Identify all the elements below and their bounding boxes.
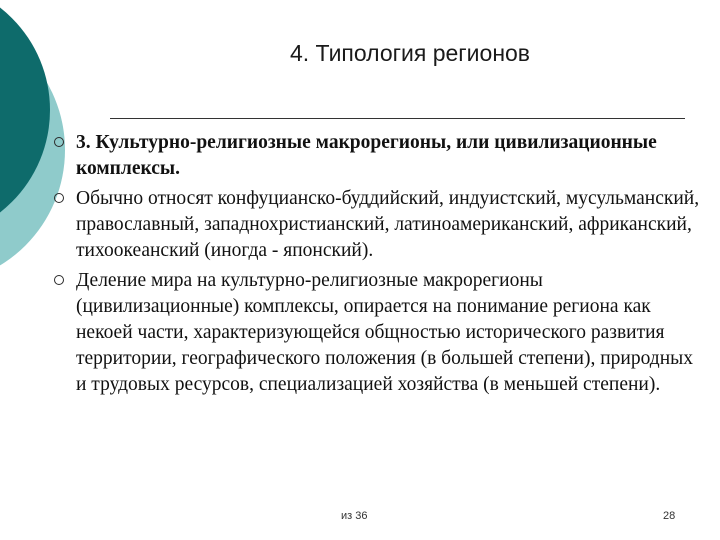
bullet-item <box>54 130 704 182</box>
bullet-item <box>54 186 704 264</box>
slide-title: 4. Типология регионов <box>289 40 531 66</box>
footer-page-number: 28 <box>663 510 676 522</box>
title-underline <box>110 118 685 119</box>
circle-bullet-icon <box>54 275 64 285</box>
footer-slide-count: из 36 <box>341 510 368 522</box>
bullet-text: 3. Культурно-религиозные макрорегионы, или цивилизационные комплексы. <box>76 132 657 179</box>
circle-bullet-icon <box>54 137 64 147</box>
bullet-text: Обычно относят конфуцианско-буддийский, индуистский, мусульманский, православный, западнохристианский, латиноамериканский, африканский, тихоокеанский (иногда - японский). <box>76 188 700 261</box>
circle-bullet-icon <box>54 193 64 203</box>
bullet-text: Деление мира на культурно-религиозные макрорегионы (цивилизационные) комплексы, опирается на понимание региона как некоей части, характеризующейся общностью исторического развития территории, географического положения (в большей степени), природных и трудовых ресурсов, специализацией хозяйства (в меньшей степени). <box>76 270 694 395</box>
bullet-list <box>54 130 704 402</box>
bullet-item <box>54 268 704 398</box>
